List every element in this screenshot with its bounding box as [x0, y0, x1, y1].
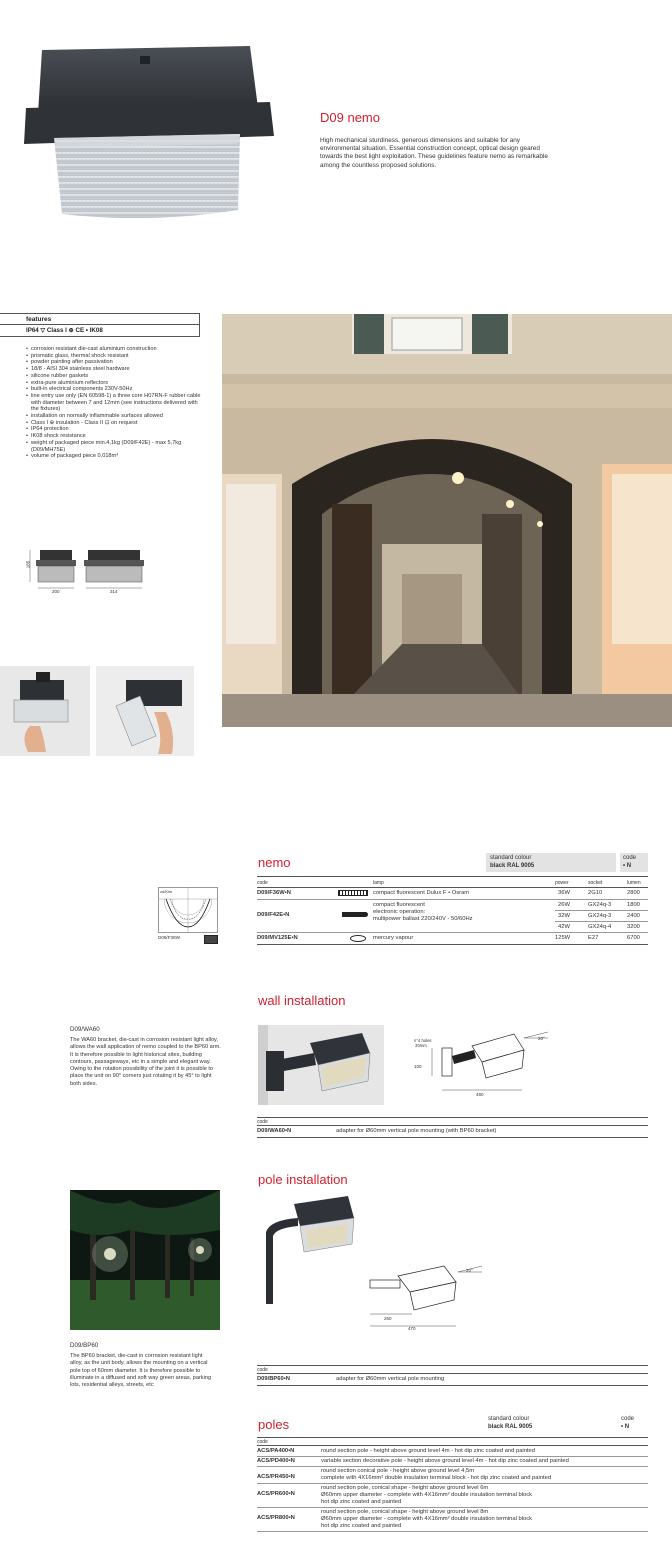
nemo-code-label: code: [623, 855, 637, 861]
wall-bracket-photo: [258, 1025, 384, 1105]
feature-item: • prismatic glass, thermal shock resistant: [26, 353, 202, 360]
nemo-row-power: 26W: [558, 902, 570, 908]
wall-dim-holes: n°4 holes 20mm: [414, 1038, 432, 1048]
poles-standard-colour-value: black RAL 9005: [488, 1424, 533, 1430]
feature-item: • weight of packaged piece min.4,1kg (D09/F42E) - max 5,7kg (D09/MH75E): [26, 440, 202, 453]
pole-bracket-photo: [258, 1192, 358, 1304]
pole-dim-short: 260: [384, 1316, 392, 1321]
nemo-row-power: 36W: [558, 890, 570, 896]
nemo-row-power: 125W: [555, 935, 571, 941]
pole-code-label: code: [257, 1367, 268, 1373]
poles-row-divider: [257, 1466, 648, 1467]
installation-photo-2: [96, 666, 194, 756]
poles-row-desc: Ø60mm upper diameter - complete with 4X16mm² double insulation terminal block: [321, 1492, 533, 1498]
pole-dim-length: 470: [408, 1326, 416, 1331]
photometric-diagram: [158, 887, 228, 947]
nemo-code-box: [620, 853, 648, 872]
nemo-table-title: nemo: [258, 855, 291, 870]
nemo-col-socket: socket: [588, 880, 603, 886]
wall-desc: adapter for Ø60mm vertical pole mounting (with BP60 bracket): [336, 1128, 497, 1134]
product-description: High mechanical sturdiness, generous dimensions and suitable for any environmental situation. Essential construction concept, optical design geared towards the best light exploitation. These guidelines feature nemo as remarkable among the countless proposed solutions.: [320, 137, 548, 169]
poles-row-desc: round section pole - height above ground level 4m - hot dip zinc coated and painted: [321, 1448, 535, 1454]
nemo-col-lamp: lamp: [373, 880, 384, 886]
feature-item: • powder painting after passivation: [26, 359, 202, 366]
feature-item: • IP64 protection: [26, 426, 202, 433]
feature-item: • IK08 shock resistance: [26, 433, 202, 440]
features-heading: features: [26, 316, 52, 323]
nemo-standard-colour-label: standard colour: [490, 855, 532, 861]
wall-dim-height: 100: [414, 1064, 422, 1069]
dimension-drawings: [24, 544, 154, 596]
poles-code-label: code: [621, 1416, 635, 1422]
poles-row-divider: [257, 1531, 648, 1532]
poles-row-desc: round section pole, conical shape - height above ground level 8m: [321, 1509, 489, 1515]
wall-code-label: code: [257, 1119, 268, 1125]
wall-dim-length: 480: [476, 1092, 484, 1097]
pole-desc: adapter for Ø60mm vertical pole mounting: [336, 1376, 445, 1382]
feature-item: • volume of packaged piece 0,018m³: [26, 453, 202, 460]
installation-photo-1: [0, 666, 90, 756]
nemo-col-lumen: lumen: [627, 880, 641, 886]
product-image: [20, 38, 280, 228]
nemo-row-socket: GX24q-3: [588, 902, 612, 908]
feature-item: • line entry use only (EN 60598-1) a three core H07RN-F rubber cable with diameter between 7 and 12mm (see instructions delivered with the fixtures): [26, 393, 202, 413]
feature-item: • Class I ⊕ insulation - Class II ⊡ on request: [26, 420, 202, 427]
poles-row-desc: Ø60mm upper diameter - complete with 4X16mm² double insulation terminal block: [321, 1516, 533, 1522]
feature-item: • installation on normally inflammable surfaces allowed: [26, 413, 202, 420]
nemo-row-socket: 2G10: [588, 890, 603, 896]
nemo-row-lamp: compact fluorescent electronic operation: multipower ballast 220/240V - 50/60Hz: [373, 902, 473, 923]
poles-row-code: ACS/PR800•N: [257, 1515, 295, 1521]
lamp-shape-compact: [342, 912, 368, 917]
nemo-col-power: power: [555, 880, 569, 886]
feature-item: • extra-pure aluminium reflectors: [26, 380, 202, 387]
lamp-shape-tube: [338, 890, 368, 896]
poles-row-desc: hot dip zinc coated and painted: [321, 1499, 402, 1505]
nemo-row-code: D09/F36W•N: [257, 890, 291, 896]
nemo-row-lamp: mercury vapour: [373, 935, 414, 941]
wall-dim-angle: 20°: [538, 1036, 545, 1041]
feature-item: • silicone rubber gaskets: [26, 373, 202, 380]
diagram-label: D09/F36W: [158, 935, 180, 940]
poles-row-code: ACS/PD400•N: [257, 1458, 295, 1464]
dim-width-side: 200: [52, 589, 60, 594]
street-photo: [222, 314, 672, 727]
poles-code: [620, 1415, 648, 1435]
poles-row-divider: [257, 1507, 648, 1508]
nemo-row-power: 42W: [558, 924, 570, 930]
nemo-row-socket: GX24q-4: [588, 924, 612, 930]
park-photo: [70, 1190, 220, 1330]
nemo-row-lamp: compact fluorescent Dulux F • Osram: [373, 890, 470, 896]
poles-row-code: ACS/PR450•N: [257, 1474, 295, 1480]
wall-drawing: [398, 1028, 574, 1100]
poles-row-desc: round section conical pole - height above ground level 4,5m: [321, 1468, 475, 1474]
feature-item: • 18/8 - AISI 304 stainless steel hardware: [26, 366, 202, 373]
wall-code: D09/WA60•N: [257, 1128, 292, 1134]
nemo-row-code: D09/MV125E•N: [257, 935, 298, 941]
nemo-row-socket: E27: [588, 935, 599, 941]
nemo-col-code: code: [257, 880, 268, 886]
poles-row-desc: round section pole, conical shape - height above ground level 6m: [321, 1485, 489, 1491]
poles-standard-colour-label: standard colour: [488, 1416, 530, 1422]
poles-col-code: code: [257, 1439, 268, 1445]
poles-row-desc: hot dip zinc coated and painted: [321, 1523, 402, 1529]
wall-title: wall installation: [258, 993, 346, 1008]
pole-drawing: [362, 1260, 492, 1332]
feature-item: • built-in electrical components 230V-50Hz: [26, 386, 202, 393]
nemo-row-lumen: 3200: [627, 924, 640, 930]
nemo-standard-colour-box: [486, 853, 616, 872]
nemo-row-power: 32W: [558, 913, 570, 919]
features-list: [26, 346, 202, 460]
nemo-row-lumen: 1800: [627, 902, 640, 908]
dim-width-front: 314: [110, 589, 118, 594]
wall-text: The WA60 bracket, die-cast in corrosion resistant light alloy, allows the wall application of nemo coupled to the BP60 arm. It is therefore possible to light historical sites, building contours, passageways, etc in a simple and elegant way. Owing to the rotation possibility of the joint it is possible to place the unit on 90° corners just rotating it by 45° to light both sides.: [70, 1037, 221, 1087]
pole-text: The BP60 bracket, die-cast in corrosion resistant light alloy, as the unit body, allows the mounting on a vertical pole top of 60mm diameter. It is therefore possible to illuminate in a diffused and soft way green areas, parking lots, residential alleys, streets, etc: [70, 1353, 212, 1389]
pole-title: pole installation: [258, 1172, 348, 1187]
pole-subtitle: D09/BP60: [70, 1342, 99, 1349]
wall-subtitle: D09/WA60: [70, 1026, 100, 1033]
nemo-row-lumen: 6700: [627, 935, 640, 941]
poles-code-value: • N: [621, 1424, 630, 1430]
pole-dim-angle: 20°: [466, 1268, 473, 1273]
features-panel: [0, 313, 200, 337]
nemo-row-code: D09/F42E•N: [257, 912, 290, 918]
product-title: D09 nemo: [320, 110, 380, 125]
poles-row-code: ACS/PA400•N: [257, 1448, 295, 1454]
poles-row-desc: variable section decorative pole - height above ground level 4m - hot dip zinc coated and painted: [321, 1458, 569, 1464]
nemo-code-value: • N: [623, 863, 632, 869]
nemo-standard-colour-value: black RAL 9005: [490, 863, 535, 869]
lamp-shape-bulb: [350, 935, 366, 942]
poles-title: poles: [258, 1417, 290, 1432]
poles-row-divider: [257, 1483, 648, 1484]
nemo-row-lumen: 2400: [627, 913, 640, 919]
nemo-row-lumen: 2800: [627, 890, 640, 896]
diagram-units: cd/Klm: [160, 889, 173, 894]
pole-code: D09/BP60•N: [257, 1376, 290, 1382]
poles-row-divider: [257, 1456, 648, 1457]
features-badges: IP64 ▽ Class I ⊕ CE • IK08: [26, 327, 103, 334]
poles-row-code: ACS/PR600•N: [257, 1491, 295, 1497]
poles-standard-colour: [486, 1415, 616, 1435]
dim-height: 185: [25, 560, 31, 569]
poles-row-desc: complete with 4X16mm² double insulation terminal block - hot dip zinc coated and painted: [321, 1475, 552, 1481]
diagram-fixture-icon: [204, 935, 218, 944]
nemo-row-socket: GX24q-3: [588, 913, 612, 919]
feature-item: • corrosion resistant die-cast aluminium construction: [26, 346, 202, 353]
